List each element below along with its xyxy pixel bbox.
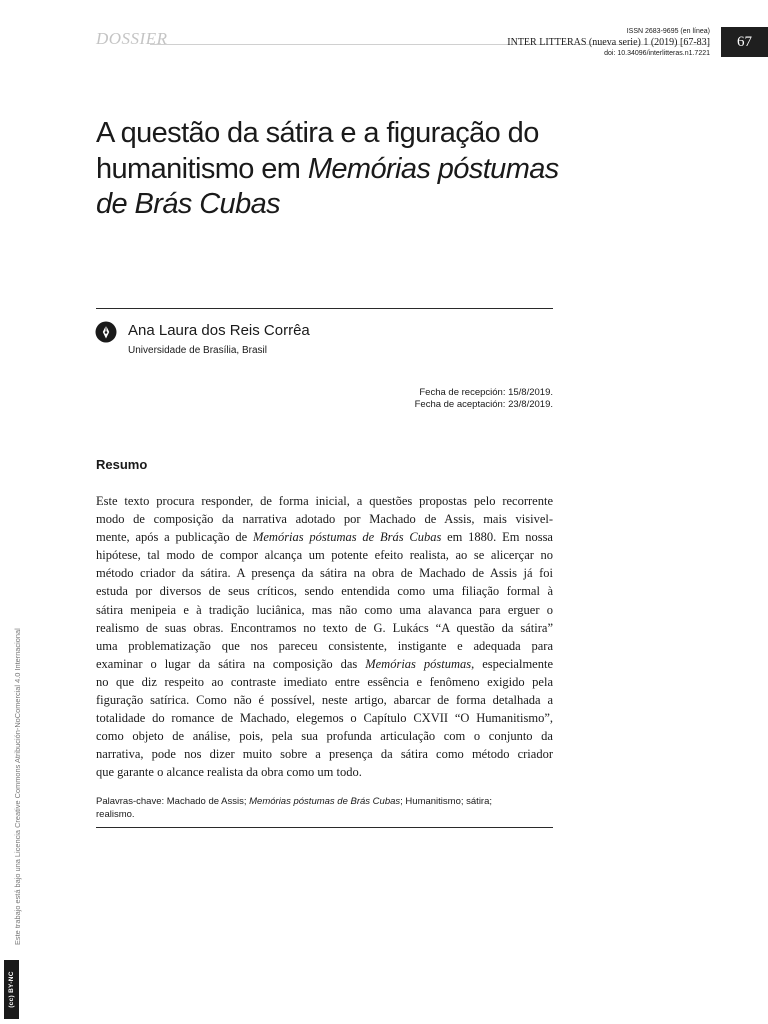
abstract-line: Este texto procura responder, de forma inicial, a questões propostas pelo recorrente [96,494,553,508]
issn-text: ISSN 2683-9695 (en línea) [626,28,710,35]
abstract-work-title: Memórias póstumas [365,656,472,671]
orcid-icon[interactable] [95,321,117,343]
abstract-line: como objeto de análise, pois, pela sua profunda articulação com o conjunto da [96,729,553,744]
abstract-work-title: Memórias póstumas de Brás Cubas [252,530,442,545]
cc-badge-label: (cc) BY-NC [8,971,15,1008]
title-line-2: humanitismo em [96,152,308,185]
doi-link[interactable]: doi: 10.34096/interlitteras.n1.7221 [604,50,710,57]
submission-dates [415,387,553,411]
author-name: Ana Laura dos Reis Corrêa [128,322,310,339]
abstract-text: examinar o lugar da sátira na composição das [96,656,366,671]
abstract-line [96,528,553,546]
cc-license-badge[interactable] [4,960,19,1019]
section-label: DOSSIER [96,29,168,48]
abstract-line: figuração satírica. Como não é possível, neste artigo, abarcar de forma detalhada a [96,693,553,708]
keywords-line-2: realismo. [96,808,135,820]
title-italic-work-cont: de Brás Cubas [96,188,281,220]
abstract-heading: Resumo [96,457,148,472]
abstract-text: em 1880. Em nossa [441,530,553,545]
abstract-line: totalidade do romance de Machado, elegemos o Capítulo CXVII “O Humanitismo”, [96,711,553,726]
abstract-text: , especialmente [471,656,553,671]
abstract-line: método criador da sátira. A presença da sátira na obra de Machado de Assis já foi [96,566,553,581]
abstract-line [96,655,553,673]
keywords-prefix: Palavras-chave: Machado de Assis; [96,796,250,807]
keywords [96,796,553,821]
article-title [96,116,616,223]
abstract-line: realismo de suas obras. Encontramos no texto de G. Lukács “A questão da sátira” [96,620,553,635]
author-affiliation: Universidade de Brasília, Brasil [128,345,267,356]
page-number: 67 [721,27,768,57]
title-line-1: A questão da sátira e a figuração do [96,117,539,149]
received-date: Fecha de recepción: 15/8/2019. [419,387,553,398]
license-text: Este trabajo está bajo una Licencia Creative Commons Atribución-NoComercial 4.0 Internacional [13,628,22,945]
title-italic-work: Memórias póstumas [307,152,559,185]
title-rule [96,308,553,309]
bottom-rule [96,827,553,828]
abstract-line: hipótese, tal modo de compor alcança um potente efeito realista, ao se alicerçar no [96,548,553,563]
abstract-line: que garante o alcance realista da obra como um todo. [96,765,362,780]
keywords-italic: Memórias póstumas de Brás Cubas [249,796,401,807]
journal-citation: INTER LITTERAS (nueva serie) 1 (2019) [67-83] [507,37,710,48]
abstract-line: modo de composição da narrativa adotado por Machado de Assis, mais visivel- [96,512,553,527]
abstract-line: estuda por diversos de seus críticos, sendo entendida como uma filiação formal à [96,584,553,599]
abstract-text: mente, após a publicação de [96,530,253,545]
abstract-line: no que diz respeito ao contraste imediato entre essência e fenômeno exigido pela [96,674,553,689]
abstract-line: uma problematização que nos pareceu consistente, instigante e adequada para [96,638,553,653]
abstract-line: sátira menipeia e à tradição luciânica, mas não como uma alavanca para erguer o [96,602,553,617]
abstract-body [96,492,553,782]
abstract-line: narrativa, pode nos dizer muito sobre a presença da sátira como método criador [96,747,553,762]
accepted-date: Fecha de aceptación: 23/8/2019. [414,399,553,410]
keywords-suffix: ; Humanitismo; sátira; [400,796,493,807]
